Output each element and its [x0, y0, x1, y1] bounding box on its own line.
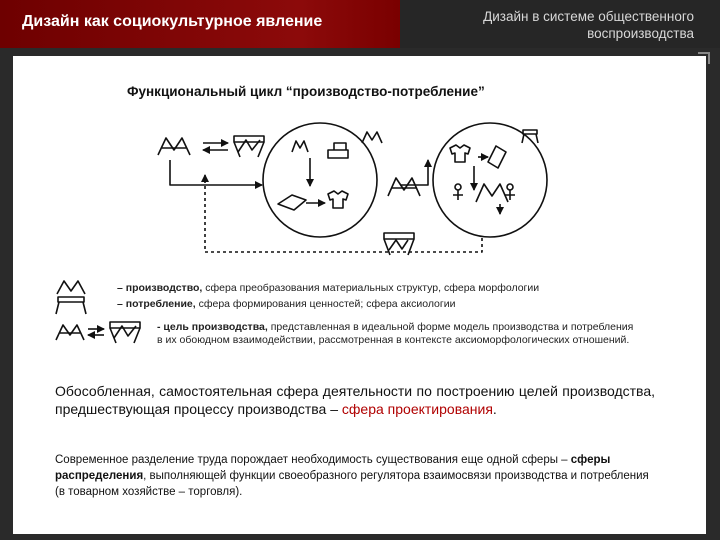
consumption-circle: [433, 123, 547, 237]
consumption-symbol-icon: [522, 130, 538, 143]
design-sphere-paragraph: [55, 382, 655, 418]
para1-text: Обособленная, самостоятельная сфера деятельности по построению целей производства, предшествующая процессу производства –: [55, 383, 655, 417]
legend-goal-icon: [56, 322, 140, 343]
para2-text1: Современное разделение труда порождает необходимость существования еще одной сферы –: [55, 454, 571, 466]
para2-text2: , выполняющей функции своеобразного регулятора взаимосвязи производства и потребления (в товарном хозяйстве – торговля).: [55, 470, 649, 498]
legend-goal-term: - цель производства,: [157, 321, 268, 333]
person-icon: [453, 184, 463, 200]
legend-goal: [157, 321, 637, 347]
legend-goal-desc: представленная в идеальной форме модель производства и потребления в их обоюдном взаимодействии, рассмотренная в контексте аксиоморфологических отношений.: [157, 321, 634, 346]
diagram-title: Функциональный цикл “производство-потребление”: [127, 84, 485, 99]
exchange-icon: [388, 178, 420, 196]
distribution-paragraph: [55, 452, 655, 500]
fabric-icon: [488, 146, 506, 168]
goal-production-icon: [158, 138, 190, 155]
sewing-machine-icon: [328, 143, 348, 158]
tools-icon: [292, 141, 308, 152]
fabric-icon: [278, 195, 306, 210]
legend-consumption-icon: [56, 297, 86, 314]
para1-end: .: [492, 401, 497, 417]
shirt-icon: [328, 191, 348, 208]
return-dashed-line: [205, 175, 482, 252]
legend-production-icon: [57, 281, 85, 294]
legend-production-term: – производство,: [117, 282, 203, 294]
production-symbol-icon: [362, 132, 382, 143]
legend-production-desc: сфера преобразования материальных структур, сфера морфологии: [202, 282, 540, 294]
para2-bold: сферы распределения: [55, 454, 611, 482]
para1-highlight: сфера проектирования: [341, 401, 493, 417]
production-circle: [263, 123, 377, 237]
shirt-icon: [450, 145, 470, 162]
goal-consumption-icon: [234, 136, 264, 157]
header-left-title: Дизайн как социокультурное явление: [22, 13, 323, 30]
legend-production: [117, 282, 539, 294]
header-right-title: Дизайн в системе общественного воспроизводства: [483, 9, 694, 41]
legend-consumption-term: – потребление,: [117, 298, 196, 310]
legend-consumption-desc: сфера формирования ценностей; сфера аксиологии: [195, 298, 456, 310]
legend-consumption: [117, 298, 455, 310]
